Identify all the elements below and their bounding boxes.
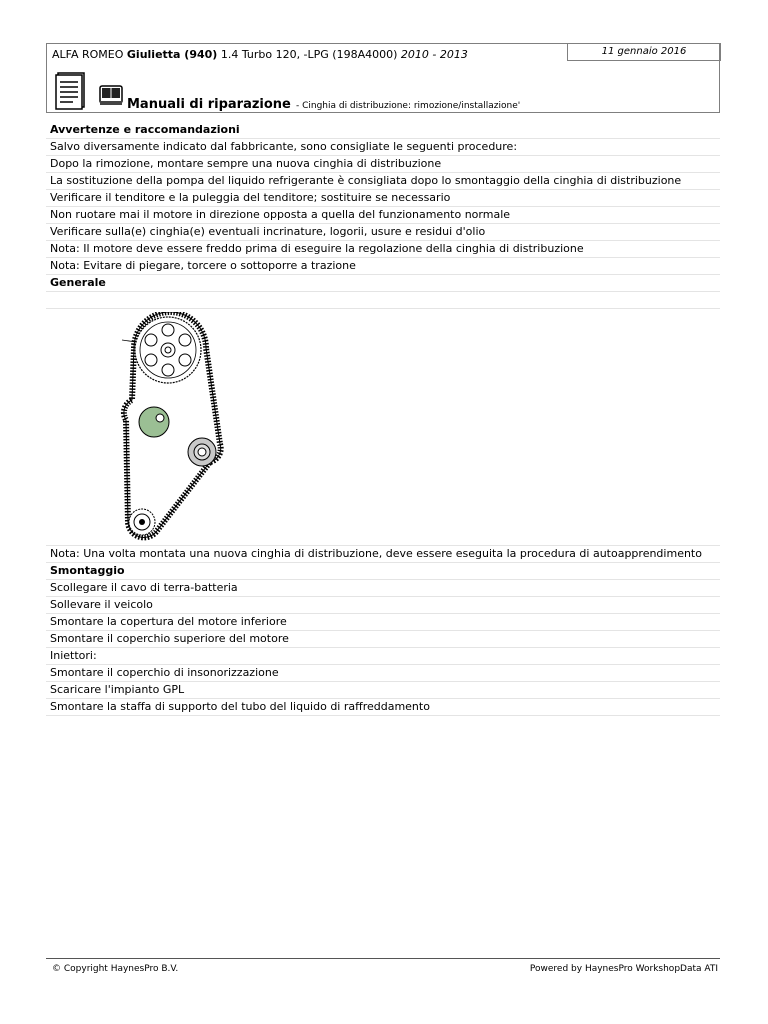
warning-item: Salvo diversamente indicato dal fabbricante, sono consigliate le seguenti procedure: [46,139,720,156]
vehicle-line [52,48,468,61]
timing-belt-diagram [110,312,230,542]
document-date: 11 gennaio 2016 [567,43,721,61]
vehicle-make: ALFA ROMEO [52,48,124,61]
removal-step: Smontare il coperchio superiore del motore [46,631,720,648]
removal-step: Scaricare l'impianto GPL [46,682,720,699]
book-icon [99,84,123,106]
removal-heading: Smontaggio [46,563,720,580]
document-header [46,43,720,113]
general-heading: Generale [46,275,720,292]
warning-item: La sostituzione della pompa del liquido refrigerante è consigliata dopo lo smontaggio della cinghia di distribuzione [46,173,720,190]
removal-step: Smontare la staffa di supporto del tubo del liquido di raffreddamento [46,699,720,716]
warning-item: Dopo la rimozione, montare sempre una nuova cinghia di distribuzione [46,156,720,173]
vehicle-years: 2010 - 2013 [400,48,468,61]
warnings-heading: Avvertenze e raccomandazioni [46,122,720,139]
vehicle-engine: 1.4 Turbo 120, -LPG (198A4000) [220,48,398,61]
manual-title [127,93,520,112]
warning-item: Non ruotare mai il motore in direzione opposta a quella del funzionamento normale [46,207,720,224]
vehicle-model: Giulietta (940) [126,48,218,61]
warning-item: Nota: Evitare di piegare, torcere o sottoporre a trazione [46,258,720,275]
warning-item: Verificare il tenditore e la puleggia del tenditore; sostituire se necessario [46,190,720,207]
removal-step: Iniettori: [46,648,720,665]
crankshaft-sprocket [129,509,155,535]
manual-title-main: Manuali di riparazione [127,97,291,112]
manual-title-sub: - Cinghia di distribuzione: rimozione/installazione' [295,101,521,111]
warning-item: Nota: Il motore deve essere freddo prima di eseguire la regolazione della cinghia di distribuzione [46,241,720,258]
tensioner-pulley [139,407,169,437]
footer-powered: Powered by HaynesPro WorkshopData ATI [529,964,718,974]
warning-item: Verificare sulla(e) cinghia(e) eventuali incrinature, logorii, usure e residui d'olio [46,224,720,241]
removal-step: Sollevare il veicolo [46,597,720,614]
removal-step: Smontare il coperchio di insonorizzazione [46,665,720,682]
removal-step: Smontare la copertura del motore inferiore [46,614,720,631]
idler-pulley [188,438,216,466]
removal-step: Scollegare il cavo di terra-batteria [46,580,720,597]
spacer-row [46,292,720,309]
general-note: Nota: Una volta montata una nuova cinghia di distribuzione, deve essere eseguita la procedura di autoapprendimento [46,546,720,563]
footer-copyright: © Copyright HaynesPro B.V. [52,964,179,974]
manual-document-icon [55,72,89,110]
footer-divider [46,958,720,959]
